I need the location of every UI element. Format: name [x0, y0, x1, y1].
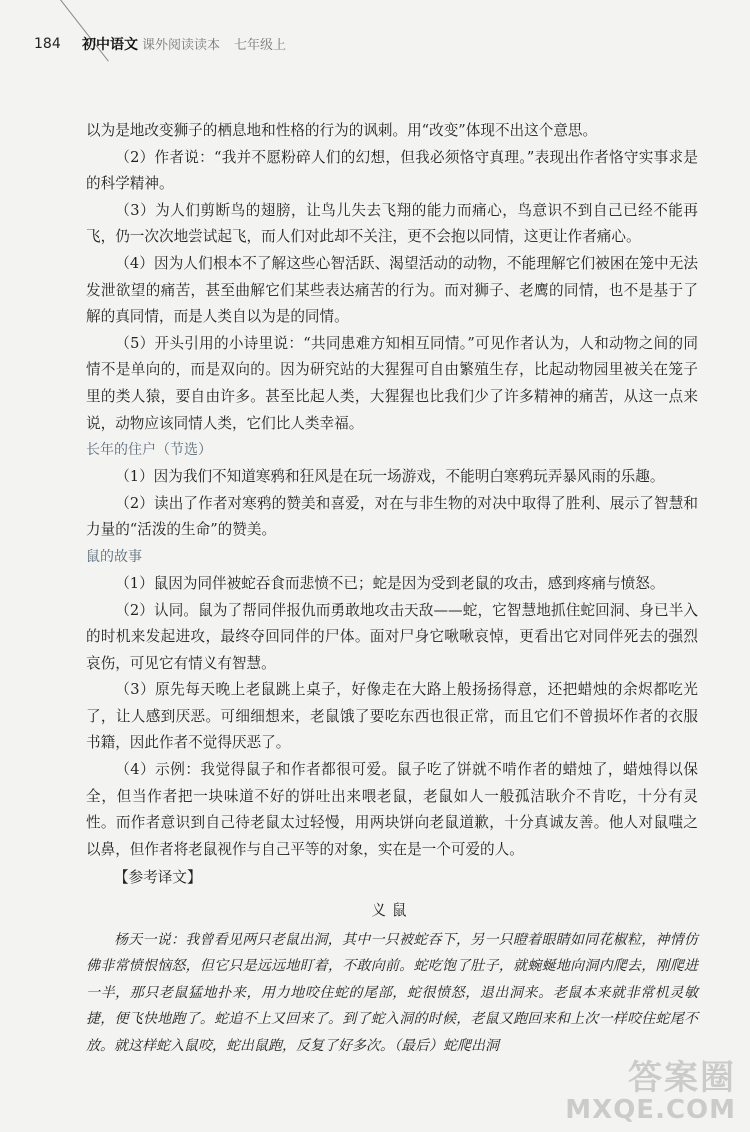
- paragraph: （3）为人们剪断鸟的翅膀，让鸟儿失去飞翔的能力而痛心，鸟意识不到自己已经不能再飞，仍一次次地尝试起飞，而人们对此却不关注，更不会抱以同情，这更让作者痛心。: [86, 201, 698, 246]
- paragraph: 以为是地改变狮子的栖息地和性格的行为的讽刺。用“改变”体现不出这个意思。: [86, 122, 598, 139]
- page-header: [0, 0, 750, 70]
- translation-text: 杨天一说：我曾看见两只老鼠出洞，其中一只被蛇吞下，另一只瞪着眼睛如同花椒粒，神情仿佛非常愤恨恼怒，但它只是远远地盯着，不敢向前。蛇吃饱了肚子，就蜿蜒地向洞内爬去，刚爬进一半，那只老鼠猛地扑来，用力地咬住蛇的尾部，蛇很愤怒，退出洞来。老鼠本来就非常机灵敏捷，便飞快地跑了。蛇追不上又回来了。到了蛇入洞的时候，老鼠又跑回来和上次一样咬住蛇尾不放。就这样蛇入鼠咬，蛇出鼠跑，反复了好多次。（最后）蛇爬出洞: [86, 931, 698, 1054]
- book-series: [82, 34, 286, 54]
- paragraph: （5）开头引用的小诗里说：“共同患难方知相互同情。”可见作者认为，人和动物之间的同情不是单向的，而是双向的。因为研究站的大猩猩可自由繁殖生存，比起动物园里被关在笼子里的类人猿，要自由许多。甚至比起人类，大猩猩也比我们少了许多精神的痛苦，从这一点来说，动物应该同情人类，它们比人类幸福。: [86, 334, 698, 432]
- section-title: 长年的住户（节选）: [86, 442, 212, 459]
- paragraph: （4）因为人们根本不了解这些心智活跃、渴望活动的动物，不能理解它们被困在笼中无法发泄欲望的痛苦，甚至曲解它们某些表达痛苦的行为。而对狮子、老鹰的同情，也不是基于了解的真同情，而是人类自以为是的同情。: [86, 254, 698, 326]
- book-subtitle: 课外阅读读本: [142, 38, 221, 53]
- watermark-cn: 答案圈: [628, 1058, 736, 1099]
- reference-label: 【参考译文】: [114, 869, 202, 887]
- paragraph: （2）读出了作者对寒鸦的赞美和喜爱，对在与非生物的对决中取得了胜利、展示了智慧和力量的“活泼的生命”的赞美。: [86, 494, 698, 539]
- paragraph: （2）作者说：“我并不愿粉碎人们的幻想，但我必须恪守真理。”表现出作者恪守实事求是的科学精神。: [86, 148, 698, 193]
- book-grade: 七年级上: [234, 38, 287, 53]
- paragraph: （4）示例：我觉得鼠子和作者都很可爱。鼠子吃了饼就不啃作者的蜡烛了，蜡烛得以保全，但当作者把一块味道不好的饼吐出来喂老鼠，老鼠如人一般孤洁耿介不肯吃，十分有灵性。而作者意识到自己待老鼠太过轻慢，用两块饼向老鼠道歉，十分真诚友善。他人对鼠嗤之以鼻，但作者将老鼠视作与自己平等的对象，实在是一个可爱的人。: [86, 761, 698, 858]
- paragraph: （1）因为我们不知道寒鸦和狂风是在玩一场游戏，不能明白寒鸦玩弄暴风雨的乐趣。: [115, 468, 665, 486]
- paragraph: （2）认同。鼠为了帮同伴报仇而勇敢地攻击天敌——蛇，它智慧地抓住蛇回洞、身已半入的时机来发起进攻，最终夺回同伴的尸体。面对尸身它啾啾哀悼，更看出它对同伴死去的强烈哀伤，可见它有情义有智慧。: [86, 601, 698, 672]
- paragraph: （1）鼠因为同伴被蛇吞食而悲愤不已；蛇是因为受到老鼠的攻击，感到疼痛与愤怒。: [115, 574, 665, 592]
- watermark-logo: [565, 1058, 736, 1125]
- paragraph: （3）原先每天晚上老鼠跳上桌子，好像走在大路上般扬扬得意，还把蜡烛的余烬都吃光了，让人感到厌恶。可细细想来，老鼠饿了要吃东西也很正常，而且它们不曾损坏作者的衣服书籍，因此作者不觉得厌恶了。: [86, 681, 698, 752]
- translation-title: 义鼠: [371, 902, 413, 920]
- section-title: 鼠的故事: [86, 548, 142, 565]
- page-content: [86, 118, 698, 1059]
- watermark-en: MXQE.COM: [565, 1094, 736, 1125]
- book-title: 初中语文: [82, 37, 138, 53]
- page-number: 184: [34, 36, 61, 52]
